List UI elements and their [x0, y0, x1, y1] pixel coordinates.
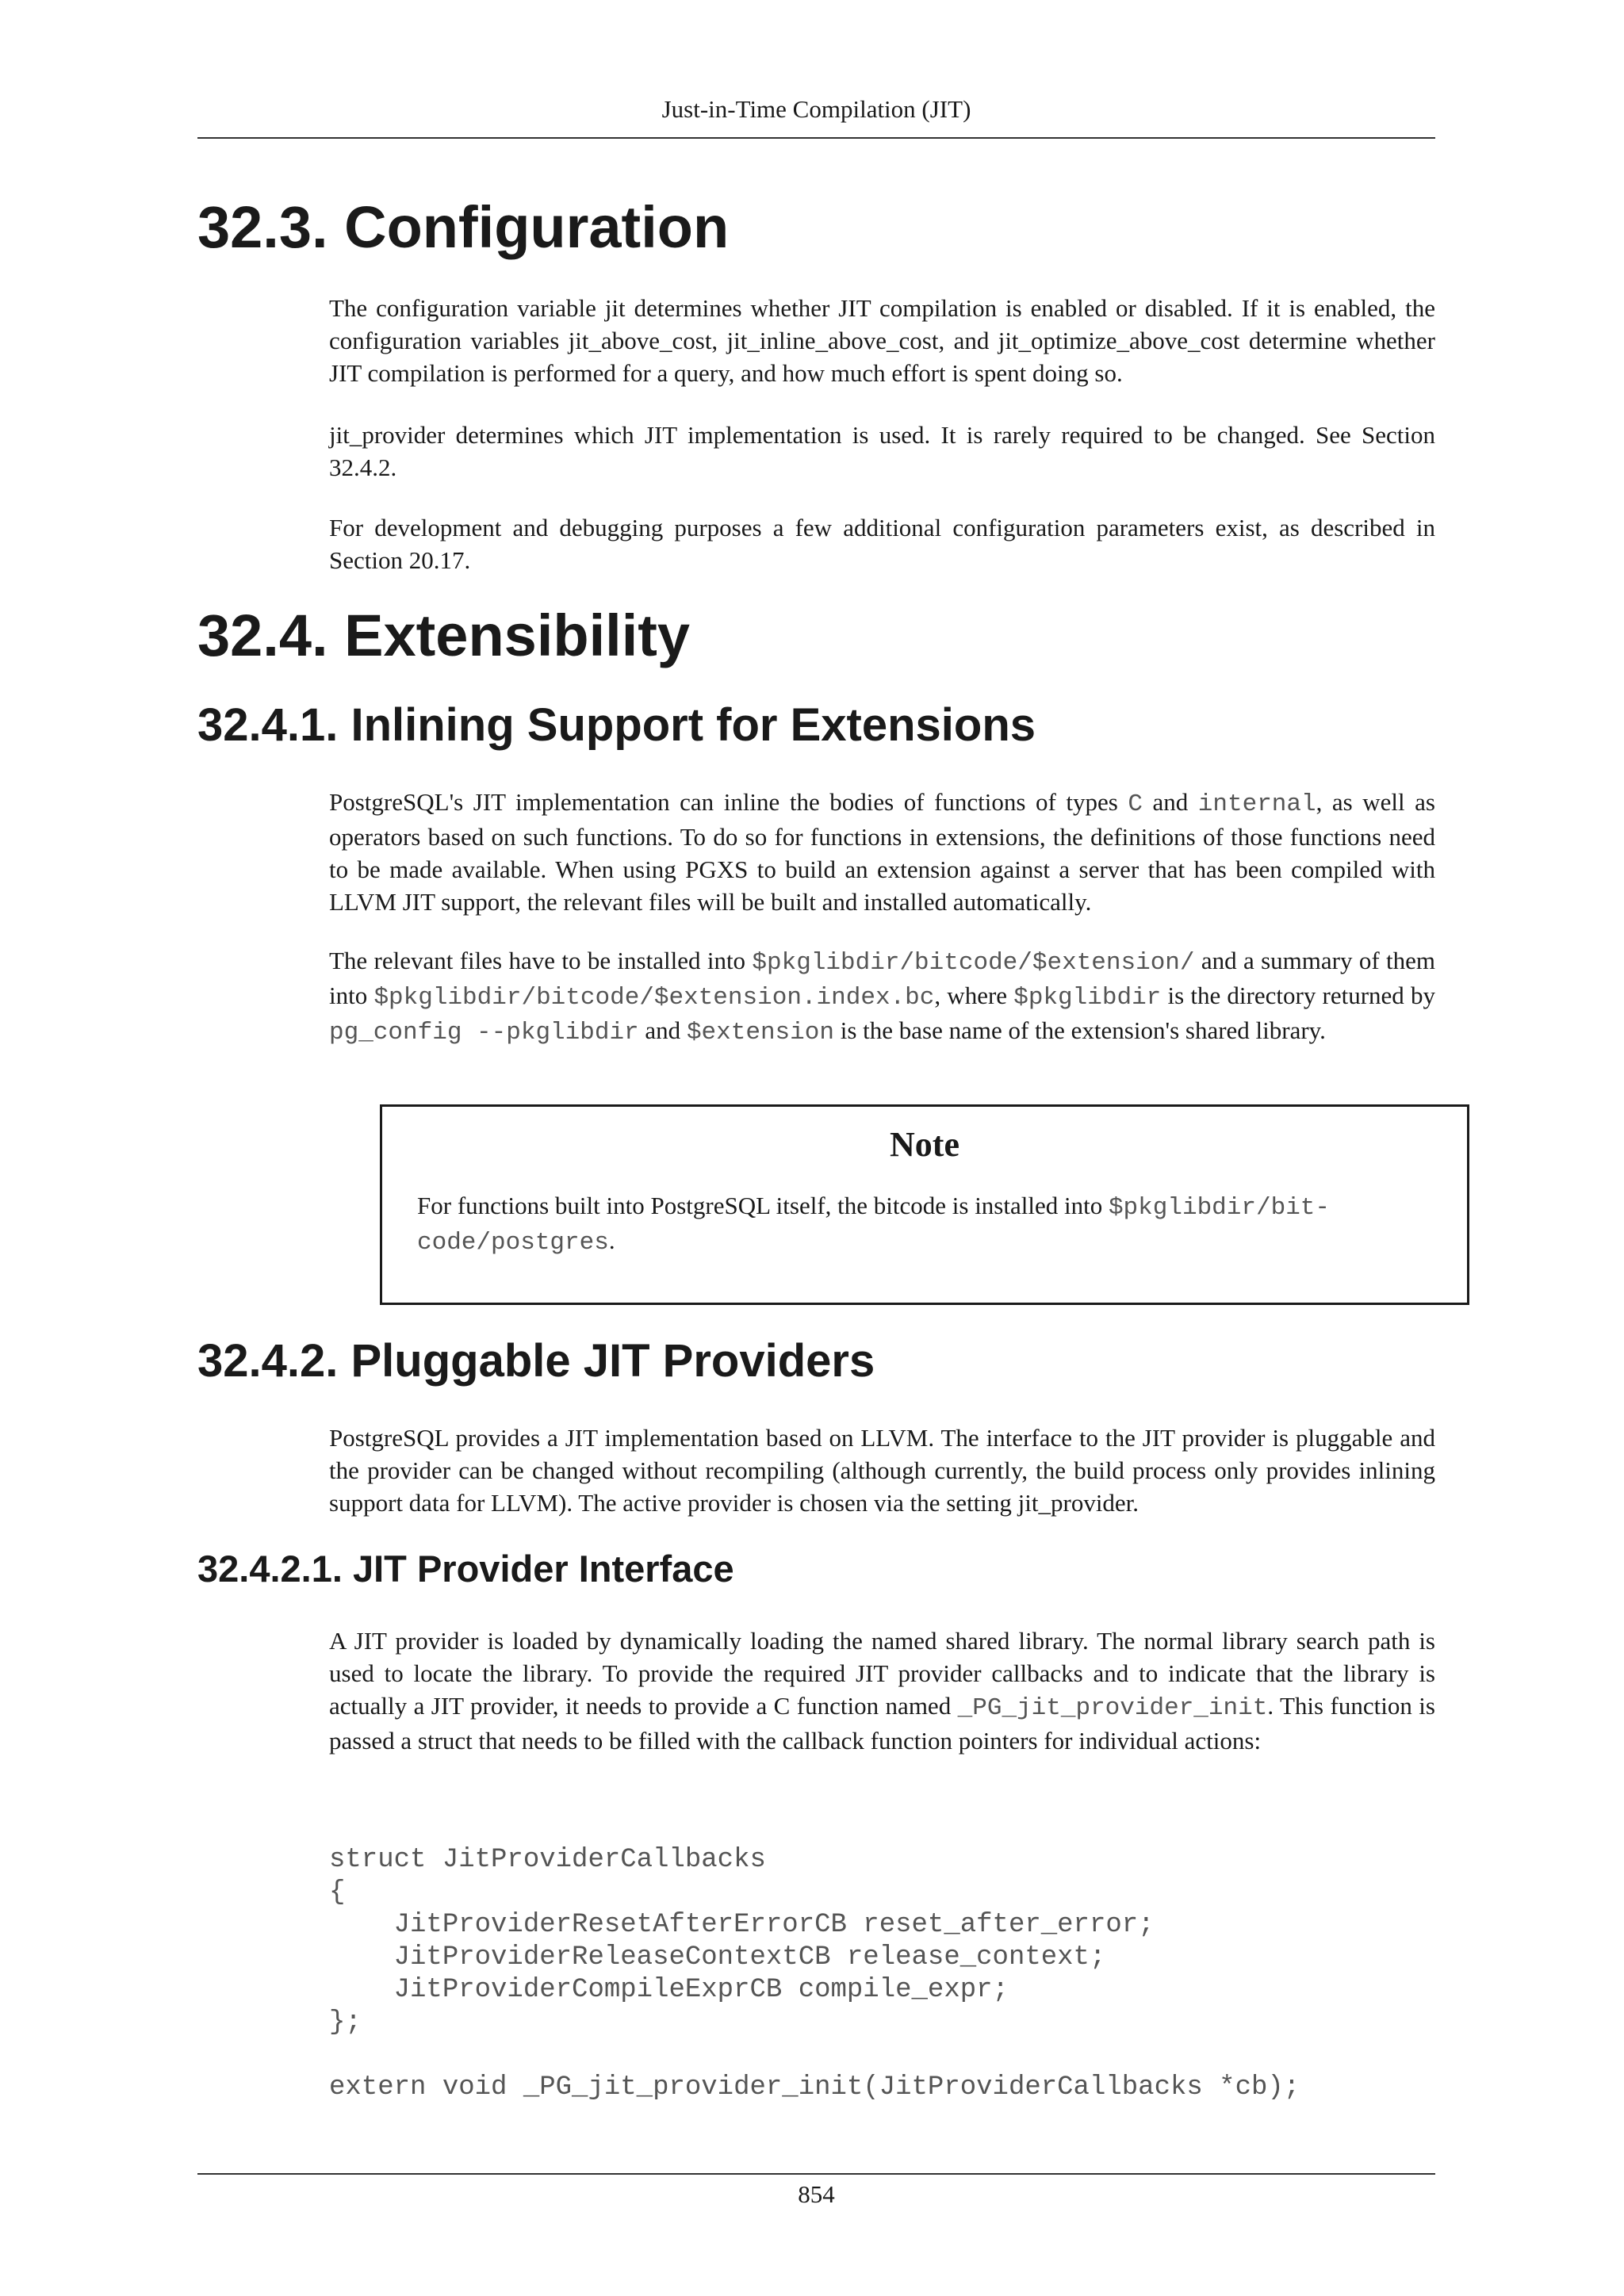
- code-line: JitProviderResetAfterErrorCB reset_after_error;: [329, 1910, 1155, 1940]
- code-bitcode-path-part2: code/postgres: [417, 1229, 609, 1257]
- paragraph-jit-provider: jit_provider determines which JIT implementation is used. It is rarely required to be changed. See Section 32.4.2.: [329, 421, 1435, 481]
- paragraph-install-paths: The relevant files have to be installed into $pkglibdir/bitcode/$extension/ and a summary of them into $pkglibdir/bitcode/$extension.index.bc, where $pkglibdir is the directory returned by pg_config --pkglibdir and $extension is the base name of the extension's shared library.: [329, 947, 1436, 1047]
- code-index-file: $pkglibdir/bitcode/$extension.index.bc: [373, 984, 935, 1012]
- header-rule: [197, 137, 1435, 139]
- code-line: struct JitProviderCallbacks: [329, 1845, 766, 1875]
- code-listing: [329, 1844, 1300, 2104]
- code-extension: $extension: [686, 1019, 834, 1047]
- heading-pluggable-providers: 32.4.2. Pluggable JIT Providers: [197, 1335, 875, 1387]
- code-type-c: C: [1128, 790, 1143, 818]
- code-line: };: [329, 2007, 362, 2038]
- note-title: Note: [890, 1125, 959, 1164]
- code-line: [329, 2039, 1300, 2072]
- paragraph-config-variables: The configuration variable jit determines whether JIT compilation is enabled or disabled. If it is enabled, the configuration variables jit_above_cost, jit_inline_above_cost, and jit_optimize_above_cost determine whether JIT compilation is performed for a query, and how much effort is spent doing so.: [329, 294, 1435, 387]
- code-pg-config: pg_config --pkglibdir: [329, 1019, 639, 1047]
- paragraph-inlining: PostgreSQL's JIT implementation can inline the bodies of functions of types C and internal, as well as operators based on such functions. To do so for functions in extensions, the definitions of those functions need to be made available. When using PGXS to build an extension against a server that has been compiled with LLVM JIT support, the relevant files will be built and installed automatically.: [329, 788, 1435, 916]
- code-bitcode-dir: $pkglibdir/bitcode/$extension/: [752, 949, 1195, 977]
- code-bitcode-path-part1: $pkglibdir/bit-: [1108, 1194, 1330, 1222]
- code-type-internal: internal: [1197, 790, 1316, 818]
- running-header: Just-in-Time Compilation (JIT): [661, 95, 971, 123]
- paragraph-debug-params: For development and debugging purposes a few additional configuration parameters exist, as described in Section 20.17.: [329, 514, 1435, 574]
- note-box: [380, 1104, 1469, 1305]
- page-number: 854: [798, 2180, 835, 2208]
- heading-extensibility: 32.4. Extensibility: [197, 603, 691, 668]
- code-pkglibdir: $pkglibdir: [1013, 984, 1162, 1012]
- code-init-function: _PG_jit_provider_init: [957, 1694, 1268, 1722]
- heading-configuration: 32.3. Configuration: [197, 194, 730, 260]
- code-line: {: [329, 1877, 346, 1908]
- code-line: JitProviderReleaseContextCB release_context;: [329, 1942, 1106, 1973]
- heading-provider-interface: 32.4.2.1. JIT Provider Interface: [197, 1548, 734, 1590]
- code-line: JitProviderCompileExprCB compile_expr;: [329, 1975, 1009, 2005]
- heading-inlining-support: 32.4.1. Inlining Support for Extensions: [197, 699, 1036, 751]
- code-line: extern void _PG_jit_provider_init(JitProviderCallbacks *cb);: [329, 2072, 1300, 2103]
- note-text: For functions built into PostgreSQL itself, the bitcode is installed into $pkglibdir/bit- code/postgres.: [417, 1192, 1330, 1257]
- paragraph-pluggable: PostgreSQL provides a JIT implementation based on LLVM. The interface to the JIT provider is pluggable and the provider can be changed without recompiling (although currently, the build process only provides inlining support data for LLVM). The active provider is chosen via the setting jit_provider.: [329, 1424, 1435, 1517]
- footer-rule: [197, 2173, 1435, 2175]
- paragraph-provider-interface: A JIT provider is loaded by dynamically loading the named shared library. The normal library search path is used to locate the library. To provide the required JIT provider callbacks and to indicate that the library is actually a JIT provider, it needs to provide a C function named _PG_jit_provider_init. This function is passed a struct that needs to be filled with the callback function pointers for individual actions:: [329, 1627, 1435, 1755]
